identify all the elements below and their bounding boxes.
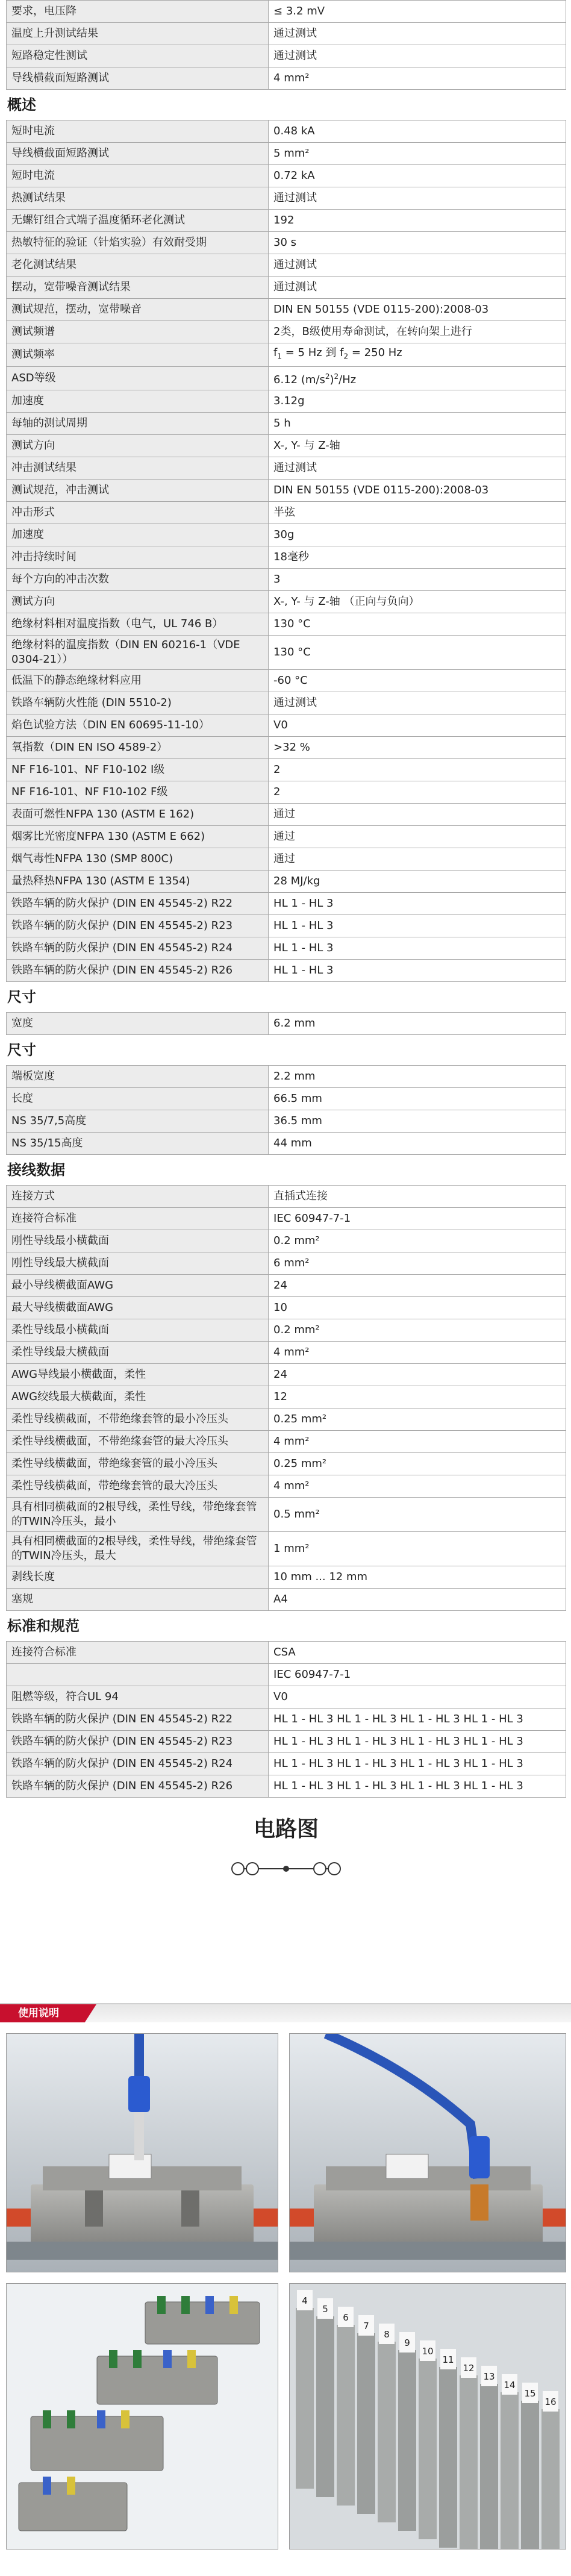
overview-spec-row-label: 无螺钉组合式端子温度循环老化测试 bbox=[7, 210, 269, 232]
value-part: 2 bbox=[334, 372, 339, 381]
overview-spec-row-label: 铁路车辆的防火保护 (DIN EN 45545-2) R24 bbox=[7, 937, 269, 959]
overview-spec-row bbox=[7, 892, 566, 914]
overview-spec-row-label: NF F16-101、NF F10-102 F级 bbox=[7, 781, 269, 803]
circuit-diagram-title: 电路图 bbox=[253, 1816, 319, 1842]
dimensions-2-spec-row bbox=[7, 1110, 566, 1132]
overview-spec-row-value: 2类，B级使用寿命测试，在转向架上进行 bbox=[269, 321, 566, 343]
dimensions-2-spec-row bbox=[7, 1065, 566, 1087]
value-part: /Hz bbox=[339, 373, 357, 386]
standards-spec-row-value: IEC 60947-7-1 bbox=[269, 1663, 566, 1686]
connection-spec-row-value: 24 bbox=[269, 1363, 566, 1386]
dimensions-2-spec-row-label: 端板宽度 bbox=[7, 1065, 269, 1087]
overview-spec-row bbox=[7, 959, 566, 981]
overview-spec-row bbox=[7, 299, 566, 321]
top-spec-table bbox=[6, 0, 566, 90]
overview-spec-row bbox=[7, 937, 566, 959]
top-spec-row-value: 通过测试 bbox=[269, 45, 566, 67]
connection-spec-row bbox=[7, 1408, 566, 1430]
connection-spec-row bbox=[7, 1296, 566, 1319]
standards-spec-row-label: 铁路车辆的防火保护 (DIN EN 45545-2) R24 bbox=[7, 1752, 269, 1775]
dimensions-2-spec-row-label: 长度 bbox=[7, 1087, 269, 1110]
overview-spec-row bbox=[7, 613, 566, 635]
connection-spec-row-label: 具有相同横截面的2根导线，柔性导线，带绝缘套管的TWIN冷压头，最大 bbox=[7, 1531, 269, 1566]
standards-spec-row-value: CSA bbox=[269, 1641, 566, 1663]
terminal-left-inner bbox=[246, 1863, 258, 1875]
overview-spec-row-label: 测试频率 bbox=[7, 343, 269, 367]
value-part: f bbox=[273, 346, 278, 359]
overview-spec-row-value: 3.12g bbox=[269, 390, 566, 412]
circuit-diagram bbox=[6, 1845, 566, 1893]
overview-spec-row bbox=[7, 187, 566, 210]
marker-number: 5 bbox=[322, 2304, 328, 2315]
connection-spec-row-label: 塞规 bbox=[7, 1588, 269, 1610]
overview-spec-row-label: 加速度 bbox=[7, 524, 269, 546]
top-spec-row-label: 温度上升测试结果 bbox=[7, 23, 269, 45]
section-title-overview: 概述 bbox=[7, 96, 36, 113]
overview-spec-row-value: 192 bbox=[269, 210, 566, 232]
connection-spec-row bbox=[7, 1252, 566, 1274]
dimensions-2-spec-row-label: NS 35/7,5高度 bbox=[7, 1110, 269, 1132]
overview-spec-row bbox=[7, 321, 566, 343]
overview-spec-row-value: 28 MJ/kg bbox=[269, 870, 566, 892]
overview-spec-row-label: 量热释热NFPA 130 (ASTM E 1354) bbox=[7, 870, 269, 892]
overview-spec-row-value: 5 mm² bbox=[269, 143, 566, 165]
overview-spec-row-value: 0.48 kA bbox=[269, 120, 566, 143]
overview-spec-row bbox=[7, 232, 566, 254]
connection-spec-row-value: 10 bbox=[269, 1296, 566, 1319]
overview-spec-row bbox=[7, 870, 566, 892]
top-spec-row-label: 要求，电压降 bbox=[7, 1, 269, 23]
connection-spec-row-label: 柔性导线最小横截面 bbox=[7, 1319, 269, 1341]
connection-spec-row-label: 最大导线横截面AWG bbox=[7, 1296, 269, 1319]
value-part: 2 bbox=[343, 352, 349, 361]
overview-spec-row-label: 导线横截面短路测试 bbox=[7, 143, 269, 165]
connection-spec-row-label: AWG导线最小横截面，柔性 bbox=[7, 1363, 269, 1386]
connection-spec-row bbox=[7, 1588, 566, 1610]
overview-spec-row bbox=[7, 210, 566, 232]
standards-spec-row-label: 铁路车辆的防火保护 (DIN EN 45545-2) R22 bbox=[7, 1708, 269, 1730]
terminal-block bbox=[296, 2308, 314, 2489]
top-spec-row bbox=[7, 67, 566, 90]
overview-spec-row bbox=[7, 143, 566, 165]
overview-spec-row bbox=[7, 254, 566, 277]
marker-number: 16 bbox=[544, 2396, 557, 2407]
terminal-left-outer bbox=[232, 1863, 244, 1875]
dimensions-spec-row-label: 宽度 bbox=[7, 1012, 269, 1034]
dimensions-2-spec-row-value: 44 mm bbox=[269, 1132, 566, 1154]
overview-spec-row bbox=[7, 366, 566, 390]
terminal-block bbox=[439, 2367, 457, 2548]
overview-spec-row-label: 表面可燃性NFPA 130 (ASTM E 162) bbox=[7, 803, 269, 825]
overview-spec-row-value: 通过测试 bbox=[269, 277, 566, 299]
standards-spec-row bbox=[7, 1641, 566, 1663]
section-title-connection: 接线数据 bbox=[7, 1161, 65, 1178]
overview-spec-row bbox=[7, 736, 566, 758]
standards-spec-row-label: 铁路车辆的防火保护 (DIN EN 45545-2) R26 bbox=[7, 1775, 269, 1797]
overview-spec-row-label: 冲击形式 bbox=[7, 501, 269, 524]
connection-spec-row-value: 12 bbox=[269, 1386, 566, 1408]
connection-spec-row bbox=[7, 1319, 566, 1341]
overview-spec-row-label: 老化测试结果 bbox=[7, 254, 269, 277]
overview-spec-row bbox=[7, 412, 566, 434]
overview-spec-row-label: 测试方向 bbox=[7, 590, 269, 613]
overview-spec-row-label: 铁路车辆的防火保护 (DIN EN 45545-2) R22 bbox=[7, 892, 269, 914]
overview-spec-row-label: 绝缘材料相对温度指数（电气，UL 746 B） bbox=[7, 613, 269, 635]
overview-spec-row-value: 通过测试 bbox=[269, 254, 566, 277]
connection-spec-row-label: AWG绞线最大横截面，柔性 bbox=[7, 1386, 269, 1408]
overview-spec-row-label: 每个方向的冲击次数 bbox=[7, 568, 269, 590]
marker-number: 10 bbox=[422, 2346, 434, 2357]
terminal-node bbox=[283, 1866, 289, 1872]
overview-spec-row bbox=[7, 343, 566, 367]
overview-spec-row-value: DIN EN 50155 (VDE 0115-200):2008-03 bbox=[269, 479, 566, 501]
terminal-right-inner bbox=[314, 1863, 326, 1875]
dimensions-2-spec-row-value: 66.5 mm bbox=[269, 1087, 566, 1110]
terminal-block bbox=[316, 2316, 334, 2497]
connection-spec-row-label: 剥线长度 bbox=[7, 1566, 269, 1588]
overview-spec-row-label: 烟气毒性NFPA 130 (SMP 800C) bbox=[7, 848, 269, 870]
terminal-block bbox=[398, 2350, 416, 2531]
connection-spec-row bbox=[7, 1497, 566, 1531]
overview-spec-row-label: 铁路车辆防火性能 (DIN 5510-2) bbox=[7, 692, 269, 714]
terminal-block bbox=[378, 2342, 396, 2522]
top-spec-row-value: 通过测试 bbox=[269, 23, 566, 45]
standards-spec-row bbox=[7, 1663, 566, 1686]
marker-number: 7 bbox=[363, 2321, 369, 2331]
photo-terminal-assemblies bbox=[6, 2283, 278, 2549]
overview-spec-row bbox=[7, 120, 566, 143]
overview-spec-row-value: 通过 bbox=[269, 825, 566, 848]
connection-spec-row-label: 柔性导线横截面，不带绝缘套管的最小冷压头 bbox=[7, 1408, 269, 1430]
connection-spec-row-value: 直插式连接 bbox=[269, 1185, 566, 1207]
connection-spec-row-label: 柔性导线横截面，带绝缘套管的最小冷压头 bbox=[7, 1452, 269, 1475]
terminal-block bbox=[501, 2392, 519, 2549]
dimensions-spec-row bbox=[7, 1012, 566, 1034]
overview-spec-row bbox=[7, 781, 566, 803]
overview-spec-row-value: 3 bbox=[269, 568, 566, 590]
overview-spec-row bbox=[7, 165, 566, 187]
overview-spec-row-label: 热测试结果 bbox=[7, 187, 269, 210]
standards-spec-row bbox=[7, 1730, 566, 1752]
connection-spec-row-value: 4 mm² bbox=[269, 1430, 566, 1452]
overview-spec-row-value: 2 bbox=[269, 781, 566, 803]
connection-spec-row bbox=[7, 1341, 566, 1363]
overview-spec-row-value: HL 1 - HL 3 bbox=[269, 959, 566, 981]
overview-spec-row-label: NF F16-101、NF F10-102 I级 bbox=[7, 758, 269, 781]
top-spec-row bbox=[7, 23, 566, 45]
value-part: 1 bbox=[277, 352, 282, 361]
overview-spec-row bbox=[7, 758, 566, 781]
connection-spec-row-label: 刚性导线最小横截面 bbox=[7, 1230, 269, 1252]
overview-spec-row bbox=[7, 635, 566, 669]
connection-spec-row bbox=[7, 1430, 566, 1452]
connection-spec-row bbox=[7, 1185, 566, 1207]
overview-spec-row-label: 测试规范，冲击测试 bbox=[7, 479, 269, 501]
overview-spec-row bbox=[7, 590, 566, 613]
dimensions-2-spec-row-label: NS 35/15高度 bbox=[7, 1132, 269, 1154]
overview-spec-row-value: HL 1 - HL 3 bbox=[269, 937, 566, 959]
value-part: 6.12 (m/s bbox=[273, 373, 325, 386]
standards-spec-row bbox=[7, 1752, 566, 1775]
terminal-block bbox=[357, 2333, 375, 2514]
overview-spec-row-label: 低温下的静态绝缘材料应用 bbox=[7, 669, 269, 692]
overview-spec-row-label: 测试规范，摆动，宽带噪音 bbox=[7, 299, 269, 321]
overview-spec-row-label: 绝缘材料的温度指数（DIN EN 60216-1（VDE 0304-21）） bbox=[7, 635, 269, 669]
terminal-block bbox=[337, 2325, 355, 2506]
photo-marker-strip bbox=[289, 2283, 566, 2549]
overview-spec-row-label: 短时电流 bbox=[7, 165, 269, 187]
overview-spec-row-value: 2 bbox=[269, 758, 566, 781]
overview-spec-row-value: X-, Y- 与 Z-轴 bbox=[269, 434, 566, 457]
section-title-standards: 标准和规范 bbox=[7, 1617, 80, 1634]
connection-spec-row-value: 24 bbox=[269, 1274, 566, 1296]
overview-spec-row bbox=[7, 479, 566, 501]
overview-spec-row bbox=[7, 434, 566, 457]
dimensions-2-spec-table bbox=[6, 1065, 566, 1155]
overview-spec-row bbox=[7, 692, 566, 714]
value-part: ) bbox=[329, 373, 334, 386]
connection-spec-row bbox=[7, 1363, 566, 1386]
connection-spec-row bbox=[7, 1207, 566, 1230]
connection-spec-row-value: 0.5 mm² bbox=[269, 1497, 566, 1531]
connection-spec-row-value: IEC 60947-7-1 bbox=[269, 1207, 566, 1230]
connection-spec-row bbox=[7, 1531, 566, 1566]
top-spec-row bbox=[7, 45, 566, 67]
standards-spec-table bbox=[6, 1641, 566, 1798]
connection-spec-row-value: 6 mm² bbox=[269, 1252, 566, 1274]
connection-spec-row bbox=[7, 1566, 566, 1588]
connection-spec-row-label: 刚性导线最大横截面 bbox=[7, 1252, 269, 1274]
connection-spec-row-value: 0.2 mm² bbox=[269, 1230, 566, 1252]
connection-spec-row-value: 4 mm² bbox=[269, 1341, 566, 1363]
connection-spec-row-value: 10 mm ... 12 mm bbox=[269, 1566, 566, 1588]
standards-spec-row-label: 阻燃等级，符合UL 94 bbox=[7, 1686, 269, 1708]
terminal-right-outer bbox=[328, 1863, 340, 1875]
overview-spec-row-value: V0 bbox=[269, 714, 566, 736]
overview-spec-row-label: 每轴的测试周期 bbox=[7, 412, 269, 434]
overview-spec-row-label: 测试频谱 bbox=[7, 321, 269, 343]
overview-spec-row-label: 冲击测试结果 bbox=[7, 457, 269, 479]
standards-spec-row bbox=[7, 1686, 566, 1708]
connection-spec-row-label: 柔性导线横截面，不带绝缘套管的最大冷压头 bbox=[7, 1430, 269, 1452]
overview-spec-row-label: 加速度 bbox=[7, 390, 269, 412]
top-spec-row-label: 短路稳定性测试 bbox=[7, 45, 269, 67]
overview-spec-row bbox=[7, 568, 566, 590]
value-part: 2 bbox=[325, 372, 330, 381]
connection-spec-row-label: 连接符合标准 bbox=[7, 1207, 269, 1230]
connection-spec-row-value: 0.25 mm² bbox=[269, 1452, 566, 1475]
overview-spec-row-label: 铁路车辆的防火保护 (DIN EN 45545-2) R26 bbox=[7, 959, 269, 981]
terminal-block bbox=[541, 2409, 560, 2549]
terminal-block bbox=[521, 2401, 539, 2549]
overview-spec-row-label: 烟雾比光密度NFPA 130 (ASTM E 662) bbox=[7, 825, 269, 848]
value-part: = 5 Hz 到 f bbox=[282, 346, 344, 359]
overview-spec-row-value: HL 1 - HL 3 bbox=[269, 892, 566, 914]
overview-spec-row-label: 短时电流 bbox=[7, 120, 269, 143]
overview-spec-row-value: 30g bbox=[269, 524, 566, 546]
overview-spec-row bbox=[7, 277, 566, 299]
overview-spec-row-value: 通过 bbox=[269, 848, 566, 870]
overview-spec-row-value: -60 °C bbox=[269, 669, 566, 692]
overview-spec-row-label: 焰色试验方法（DIN EN 60695-11-10） bbox=[7, 714, 269, 736]
dimensions-2-spec-row bbox=[7, 1087, 566, 1110]
overview-spec-row-value: DIN EN 50155 (VDE 0115-200):2008-03 bbox=[269, 299, 566, 321]
dimensions-spec-row-value: 6.2 mm bbox=[269, 1012, 566, 1034]
marker-number: 14 bbox=[504, 2380, 516, 2390]
datasheet bbox=[6, 0, 566, 1895]
usage-instructions-label: 使用说明 bbox=[18, 2007, 59, 2019]
overview-spec-row-value: 通过测试 bbox=[269, 457, 566, 479]
overview-spec-row-value: 通过 bbox=[269, 803, 566, 825]
marker-number: 6 bbox=[343, 2312, 349, 2323]
overview-spec-row bbox=[7, 546, 566, 568]
overview-spec-row-value: 130 °C bbox=[269, 613, 566, 635]
dimensions-2-spec-row bbox=[7, 1132, 566, 1154]
connection-spec-table bbox=[6, 1185, 566, 1611]
section-title-dimensions: 尺寸 bbox=[7, 988, 36, 1005]
standards-spec-row-label: 铁路车辆的防火保护 (DIN EN 45545-2) R23 bbox=[7, 1730, 269, 1752]
terminal-block bbox=[460, 2375, 478, 2549]
marker-number: 11 bbox=[442, 2354, 454, 2365]
connection-spec-row bbox=[7, 1452, 566, 1475]
connection-spec-row-value: A4 bbox=[269, 1588, 566, 1610]
overview-spec-row-value: 通过测试 bbox=[269, 692, 566, 714]
standards-spec-row-value: HL 1 - HL 3 HL 1 - HL 3 HL 1 - HL 3 HL 1 - HL 3 bbox=[269, 1752, 566, 1775]
overview-spec-row bbox=[7, 914, 566, 937]
overview-spec-row-value: HL 1 - HL 3 bbox=[269, 914, 566, 937]
overview-spec-row-value bbox=[269, 366, 566, 390]
overview-spec-row bbox=[7, 803, 566, 825]
standards-spec-row bbox=[7, 1708, 566, 1730]
standards-spec-row-value: V0 bbox=[269, 1686, 566, 1708]
overview-spec-row-value: >32 % bbox=[269, 736, 566, 758]
dimensions-2-spec-row-value: 2.2 mm bbox=[269, 1065, 566, 1087]
overview-spec-row-value: 130 °C bbox=[269, 635, 566, 669]
marker-number: 9 bbox=[404, 2337, 410, 2348]
connection-spec-row-label: 最小导线横截面AWG bbox=[7, 1274, 269, 1296]
standards-spec-row-label bbox=[7, 1663, 269, 1686]
connection-spec-row bbox=[7, 1230, 566, 1252]
overview-spec-row-label: 热敏特征的验证（针焰实验）有效耐受期 bbox=[7, 232, 269, 254]
top-spec-row-value: 4 mm² bbox=[269, 67, 566, 90]
overview-spec-row bbox=[7, 390, 566, 412]
top-spec-row-value: ≤ 3.2 mV bbox=[269, 1, 566, 23]
connection-spec-row-value: 0.2 mm² bbox=[269, 1319, 566, 1341]
overview-spec-row bbox=[7, 457, 566, 479]
overview-spec-row-value: 半弦 bbox=[269, 501, 566, 524]
overview-spec-row-label: 铁路车辆的防火保护 (DIN EN 45545-2) R23 bbox=[7, 914, 269, 937]
section-title-dimensions-2: 尺寸 bbox=[7, 1041, 36, 1058]
overview-spec-table bbox=[6, 120, 566, 982]
overview-spec-row bbox=[7, 524, 566, 546]
top-spec-row-label: 导线横截面短路测试 bbox=[7, 67, 269, 90]
standards-spec-row-value: HL 1 - HL 3 HL 1 - HL 3 HL 1 - HL 3 HL 1 - HL 3 bbox=[269, 1775, 566, 1797]
overview-spec-row bbox=[7, 825, 566, 848]
connection-spec-row-label: 具有相同横截面的2根导线，柔性导线，带绝缘套管的TWIN冷压头，最小 bbox=[7, 1497, 269, 1531]
terminal-block bbox=[419, 2359, 437, 2539]
overview-spec-row-value: 0.72 kA bbox=[269, 165, 566, 187]
standards-spec-row-value: HL 1 - HL 3 HL 1 - HL 3 HL 1 - HL 3 HL 1 - HL 3 bbox=[269, 1730, 566, 1752]
usage-instructions-bar bbox=[0, 2003, 571, 2022]
overview-spec-row-value: 通过测试 bbox=[269, 187, 566, 210]
overview-spec-row-value: 5 h bbox=[269, 412, 566, 434]
connection-spec-row-value: 0.25 mm² bbox=[269, 1408, 566, 1430]
marker-number: 4 bbox=[302, 2295, 308, 2306]
marker-number: 12 bbox=[463, 2363, 475, 2374]
overview-spec-row-label: 摆动，宽带噪音测试结果 bbox=[7, 277, 269, 299]
overview-spec-row-value: X-, Y- 与 Z-轴 （正向与负向） bbox=[269, 590, 566, 613]
terminal-block bbox=[480, 2384, 498, 2549]
photo-wire-inserted bbox=[289, 2033, 566, 2272]
value-part: = 250 Hz bbox=[348, 346, 402, 359]
overview-spec-row-label: 氧指数（DIN EN ISO 4589-2） bbox=[7, 736, 269, 758]
connection-spec-row bbox=[7, 1386, 566, 1408]
marker-number: 8 bbox=[384, 2329, 390, 2340]
standards-spec-row-label: 连接符合标准 bbox=[7, 1641, 269, 1663]
connection-spec-row-label: 连接方式 bbox=[7, 1185, 269, 1207]
overview-spec-row-label: 冲击持续时间 bbox=[7, 546, 269, 568]
overview-spec-row bbox=[7, 501, 566, 524]
connection-spec-row bbox=[7, 1475, 566, 1497]
overview-spec-row bbox=[7, 848, 566, 870]
dimensions-spec-table bbox=[6, 1012, 566, 1035]
overview-spec-row bbox=[7, 714, 566, 736]
overview-spec-row-label: ASD等级 bbox=[7, 366, 269, 390]
connection-spec-row-value: 4 mm² bbox=[269, 1475, 566, 1497]
connection-spec-row-value: 1 mm² bbox=[269, 1531, 566, 1566]
marker-number: 13 bbox=[483, 2371, 495, 2382]
overview-spec-row bbox=[7, 669, 566, 692]
dimensions-2-spec-row-value: 36.5 mm bbox=[269, 1110, 566, 1132]
connection-spec-row-label: 柔性导线最大横截面 bbox=[7, 1341, 269, 1363]
top-spec-row bbox=[7, 1, 566, 23]
overview-spec-row-value: 30 s bbox=[269, 232, 566, 254]
marker-number: 15 bbox=[524, 2388, 536, 2399]
overview-spec-row-label: 测试方向 bbox=[7, 434, 269, 457]
standards-spec-row-value: HL 1 - HL 3 HL 1 - HL 3 HL 1 - HL 3 HL 1 - HL 3 bbox=[269, 1708, 566, 1730]
standards-spec-row bbox=[7, 1775, 566, 1797]
connection-spec-row bbox=[7, 1274, 566, 1296]
overview-spec-row-value bbox=[269, 343, 566, 367]
photo-ferrule-insertion bbox=[6, 2033, 278, 2272]
overview-spec-row-value: 18毫秒 bbox=[269, 546, 566, 568]
connection-spec-row-label: 柔性导线横截面，带绝缘套管的最大冷压头 bbox=[7, 1475, 269, 1497]
